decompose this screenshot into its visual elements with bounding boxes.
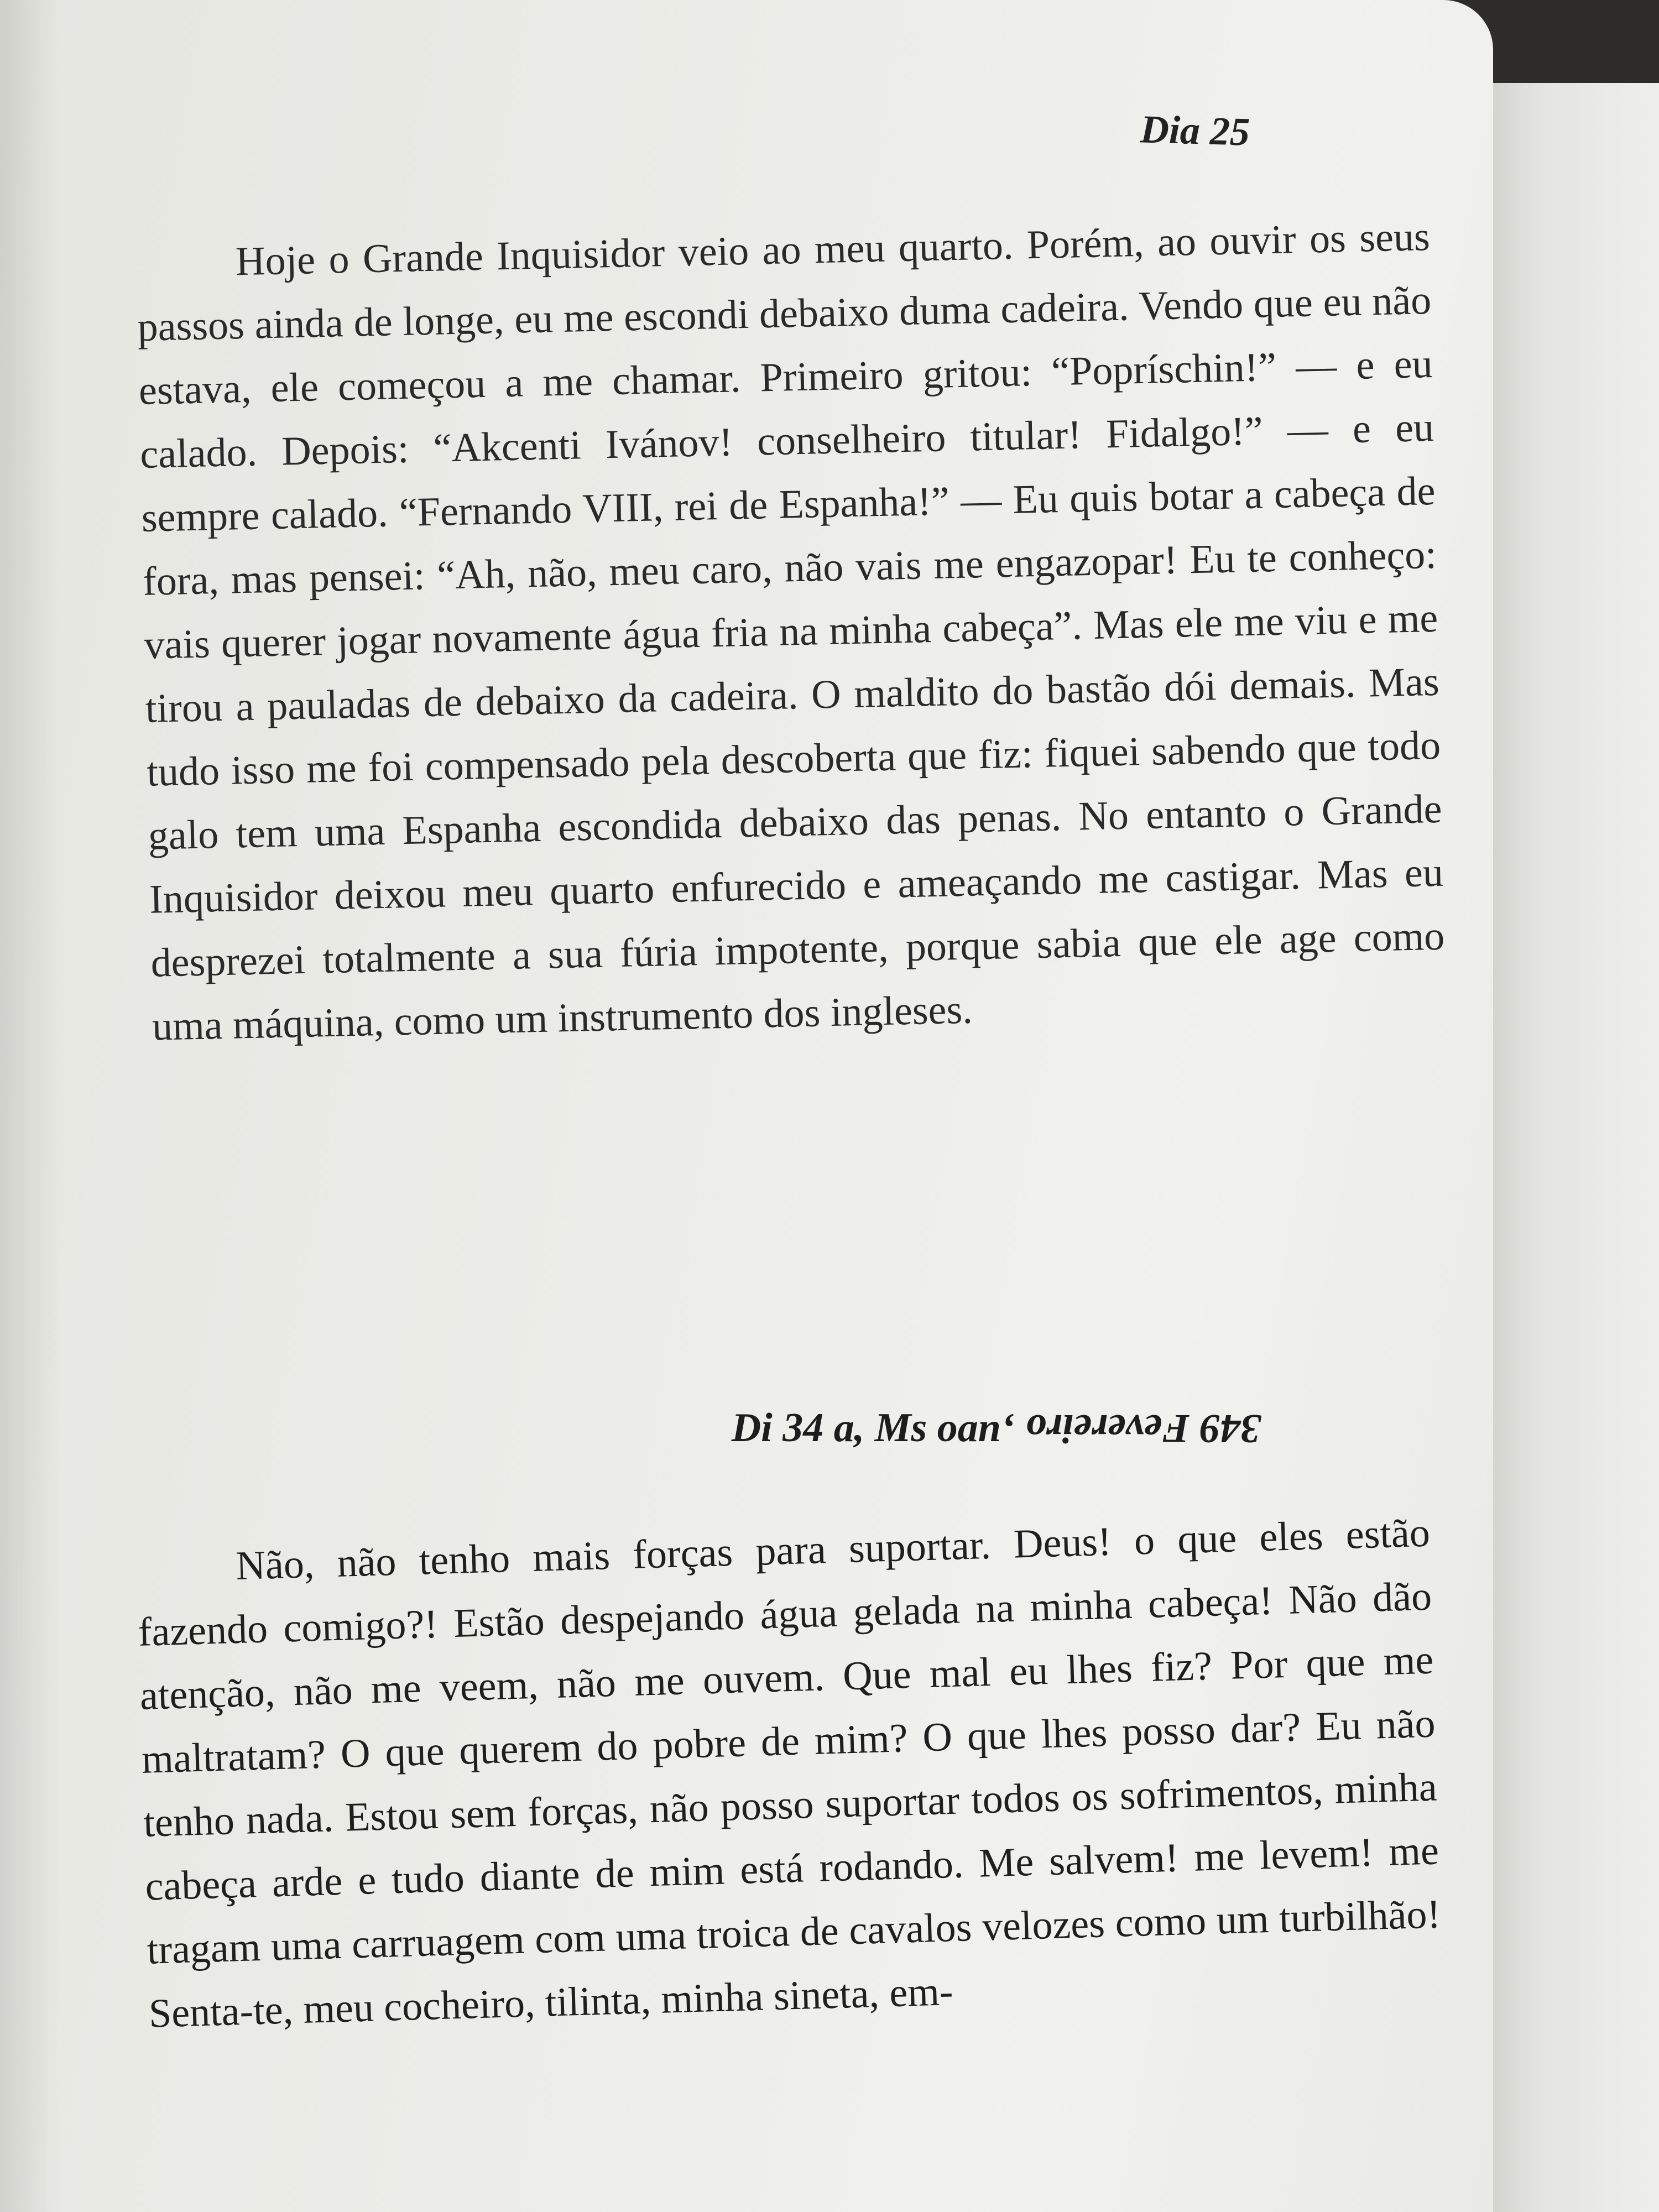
gutter-shadow: [0, 0, 61, 2212]
entry-2-heading: [732, 1405, 1261, 1452]
paragraph: Hoje o Grande Inquisidor veio ao meu quarto. Porém, ao ouvir os seus passos ainda de longe, eu me escondi debaixo duma cadeira. Vendo que eu não estava, ele começou a me chamar. Primeiro gritou: “Popríschin!” — e eu calado. Depois: “Akcenti Ivánov! conselheiro titular! Fidalgo!” — e eu sempre calado. “Fernando VIII, rei de Espanha!” — Eu quis botar a cabeça de fora, mas pensei: “Ah, não, meu caro, não vais me engazopar! Eu te conheço: vais querer jogar novamente água fria na minha cabeça”. Mas ele me viu e me tirou a pauladas de debaixo da cadeira. O maldito do bastão dói demais. Mas tudo isso me foi compensado pela descoberta que fiz: fiquei sabendo que todo galo tem uma Espanha escondida debaixo das penas. No entanto o Grande Inquisidor deixou meu quarto enfurecido e ameaçando me castigar. Mas eu desprezei totalmente a sua fúria impotente, porque sabia que ele age como uma máquina, como um instrumento dos ingleses.: [137, 213, 1446, 1050]
heading-upside-down-text: 349 Fevereiro: [1025, 1406, 1261, 1451]
entry-2-body: [135, 1501, 1443, 2046]
paragraph: Não, não tenho mais forças para suportar. Deus! o que eles estão fazendo comigo?! Estão despejando água gelada na minha cabeça! Não dão atenção, não me veem, não me ouvem. Que mal eu lhes fiz? Por que me maltratam? O que querem do pobre de mim? O que lhes posso dar? Eu não tenho nada. Estou sem forças, não posso suportar todos os sofrimentos, minha cabeça arde e tudo diante de mim está rodando. Me salvem! me levem! me tragam uma carruagem com uma troica de cavalos velozes como um turbilhão! Senta-te, meu cocheiro, tilinta, minha sineta, em-: [137, 1510, 1442, 2037]
running-head: Dia 25: [1140, 107, 1251, 154]
entry-1-body: [135, 205, 1447, 1059]
heading-normal-text: Di 34 a, Ms oan‘: [731, 1405, 1015, 1451]
